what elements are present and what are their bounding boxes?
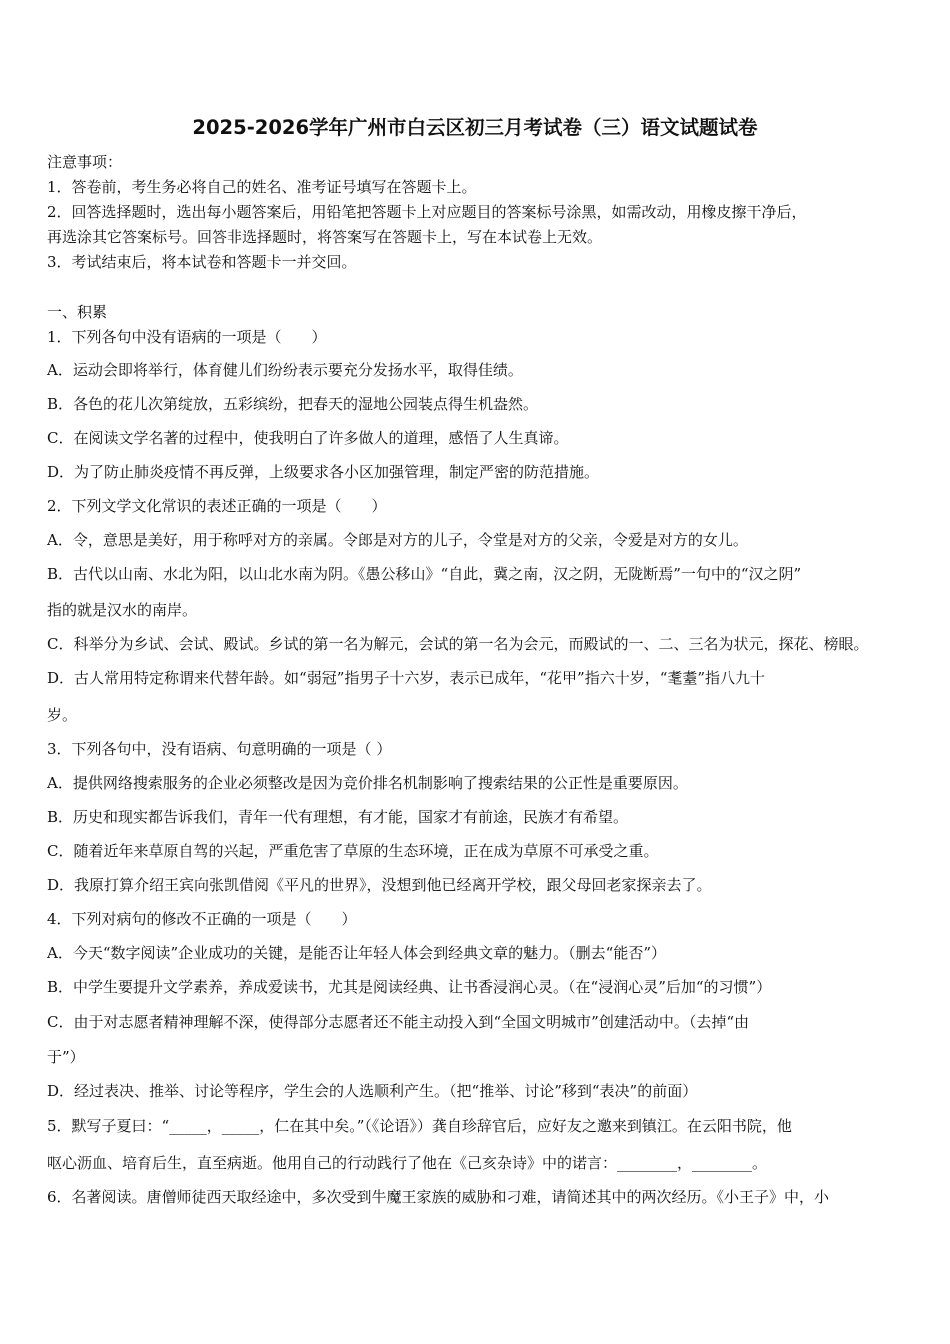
question-4-option-d: D．经过表决、推举、讨论等程序，学生会的人选顺利产生。（把“推举、讨论”移到“表决”的前面） bbox=[47, 1082, 698, 1100]
question-5-text-cont: 呕心沥血、培育后生，直至病逝。他用自己的行动践行了他在《己亥杂诗》中的诺言：________，________。 bbox=[47, 1154, 768, 1172]
question-6-text: 6．名著阅读。唐僧师徒西天取经途中，多次受到牛魔王家族的威胁和刁难，请简述其中的两次经历。《小王子》中，小 bbox=[47, 1188, 830, 1206]
notice-item: 2．回答选择题时，选出每小题答案后，用铅笔把答题卡上对应题目的答案标号涂黑，如需改动，用橡皮擦干净后， bbox=[47, 203, 807, 221]
question-3-stem: 3．下列各句中，没有语病、句意明确的一项是（ ） bbox=[47, 740, 392, 758]
question-2-option-a: A．令，意思是美好，用于称呼对方的亲属。令郎是对方的儿子，令堂是对方的父亲，令爱是对方的女儿。 bbox=[47, 531, 748, 549]
question-1-option-b: B．各色的花儿次第绽放，五彩缤纷，把春天的湿地公园装点得生机盎然。 bbox=[47, 395, 539, 413]
question-2-option-b-cont: 指的就是汉水的南岸。 bbox=[47, 601, 198, 619]
question-2-option-c: C．科举分为乡试、会试、殿试。乡试的第一名为解元，会试的第一名为会元，而殿试的一、二、三名为状元，探花、榜眼。 bbox=[47, 635, 869, 653]
question-4-stem: 4．下列对病句的修改不正确的一项是（ ） bbox=[47, 910, 357, 928]
question-4-option-c: C．由于对志愿者精神理解不深，使得部分志愿者还不能主动投入到“全国文明城市”创建活动中。（去掉“由 bbox=[47, 1013, 749, 1031]
question-2-option-d-cont: 岁。 bbox=[47, 706, 78, 724]
notice-item: 再选涂其它答案标号。回答非选择题时，将答案写在答题卡上，写在本试卷上无效。 bbox=[47, 228, 603, 246]
question-2-stem: 2．下列文学文化常识的表述正确的一项是（ ） bbox=[47, 497, 387, 515]
question-3-option-b: B．历史和现实都告诉我们，青年一代有理想，有才能，国家才有前途，民族才有希望。 bbox=[47, 808, 629, 826]
question-4-option-b: B．中学生要提升文学素养，养成爱读书，尤其是阅读经典、让书香浸润心灵。（在“浸润心灵”后加“的习惯”） bbox=[47, 978, 772, 996]
question-3-option-c: C．随着近年来草原自驾的兴起，严重危害了草原的生态环境，正在成为草原不可承受之重。 bbox=[47, 842, 659, 860]
question-5-text: 5．默写子夏曰：“_____，_____，仁在其中矣。”（《论语》）龚自珍辞官后，应好友之邀来到镇江。在云阳书院，他 bbox=[47, 1117, 792, 1135]
notice-item: 1．答卷前，考生务必将自己的姓名、准考证号填写在答题卡上。 bbox=[47, 178, 477, 196]
question-1-option-c: C．在阅读文学名著的过程中，使我明白了许多做人的道理，感悟了人生真谛。 bbox=[47, 429, 569, 447]
question-1-stem: 1．下列各句中没有语病的一项是（ ） bbox=[47, 328, 327, 346]
question-3-option-d: D．我原打算介绍王宾向张凯借阅《平凡的世界》，没想到他已经离开学校，跟父母回老家探亲去了。 bbox=[47, 876, 712, 894]
page-title: 2025-2026学年广州市白云区初三月考试卷（三）语文试题试卷 bbox=[192, 116, 758, 139]
question-2-option-d: D．古人常用特定称谓来代替年龄。如“弱冠”指男子十六岁，表示已成年，“花甲”指六十岁，“耄耋”指八九十 bbox=[47, 669, 766, 687]
question-4-option-a: A．今天“数字阅读”企业成功的关键，是能否让年轻人体会到经典文章的魅力。（删去“能否”） bbox=[47, 944, 667, 962]
notice-item: 3．考试结束后，将本试卷和答题卡一并交回。 bbox=[47, 253, 357, 271]
question-1-option-a: A．运动会即将举行，体育健儿们纷纷表示要充分发扬水平，取得佳绩。 bbox=[47, 361, 523, 379]
section-heading: 一、积累 bbox=[47, 303, 108, 321]
question-2-option-b: B．古代以山南、水北为阳，以山北水南为阴。《愚公移山》“自此，冀之南，汉之阴，无陇断焉”一句中的“汉之阴” bbox=[47, 565, 802, 583]
question-3-option-a: A．提供网络搜索服务的企业必须整改是因为竞价排名机制影响了搜索结果的公正性是重要原因。 bbox=[47, 774, 688, 792]
question-1-option-d: D．为了防止肺炎疫情不再反弹，上级要求各小区加强管理，制定严密的防范措施。 bbox=[47, 463, 600, 481]
notice-heading: 注意事项： bbox=[47, 153, 123, 171]
question-4-option-c-cont: 于”） bbox=[47, 1048, 85, 1066]
